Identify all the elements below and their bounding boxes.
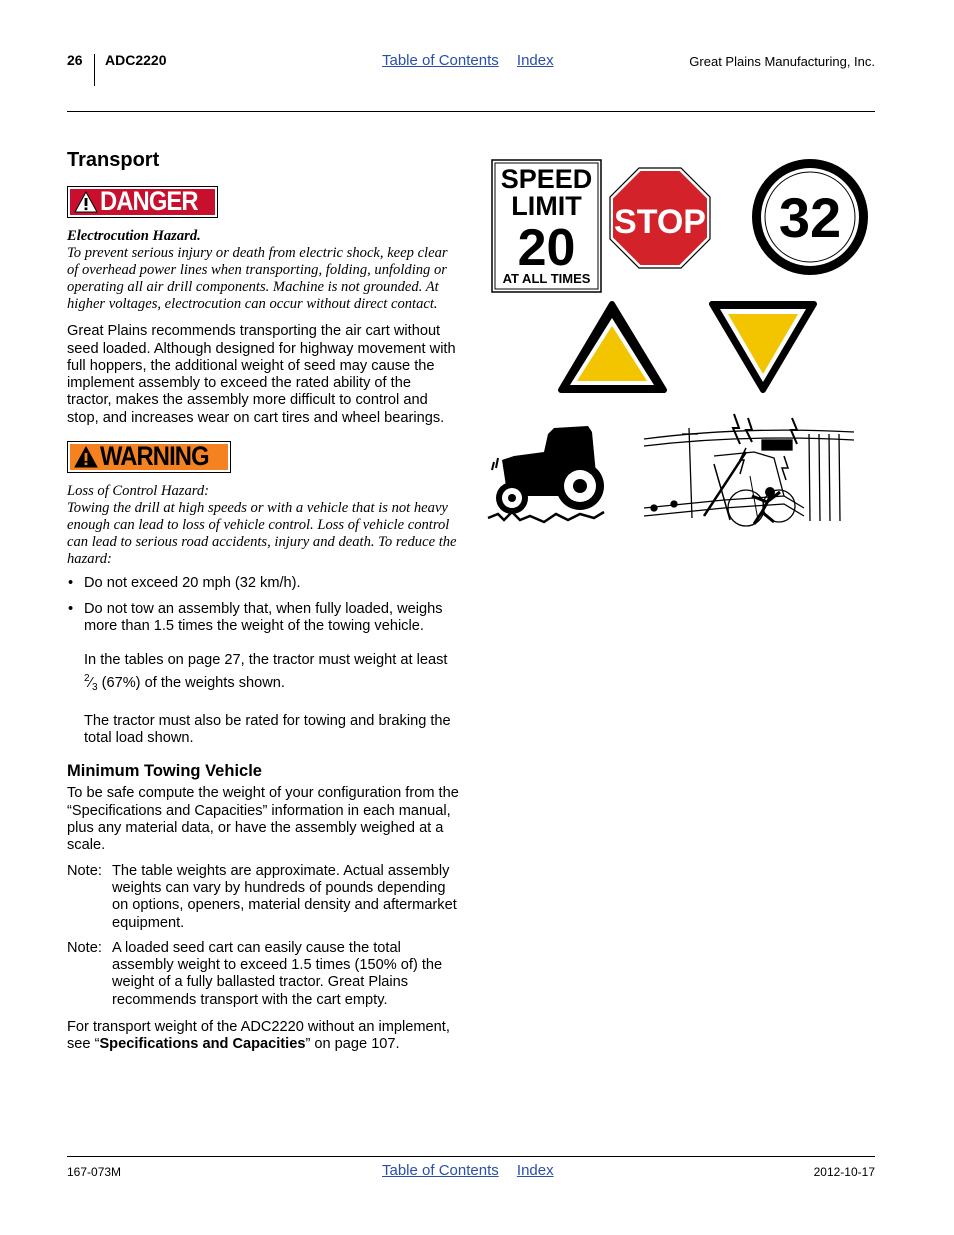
subsection-paragraph: To be safe compute the weight of your configuration from the “Specifications and Capacities” information in each manual, plus any material data, or have the assembly weighed at a scale. <box>67 785 459 854</box>
footer-rule <box>67 1156 875 1157</box>
main-column <box>67 148 459 1054</box>
intro-paragraph: Great Plains recommends transporting the air cart without seed loaded. Although designed for highway movement with full hoppers, the additional weight of seed may cause the implement assembly to exceed the rated ability of the tractor, makes the assembly more difficult to control and stop, and increases wear on cart tires and wheel bearings. <box>67 323 456 426</box>
final-text-post: ” on page 107. <box>305 1036 400 1053</box>
yield-sign <box>712 304 814 390</box>
stop-text: STOP <box>614 203 706 241</box>
warning-hazard-text: Towing the drill at high speeds or with a vehicle that is not heavy enough can lead to loss of vehicle control. Loss of vehicle control can lead to serious road accidents, injury and death. To reduce the hazard: <box>67 500 457 568</box>
danger-hazard-text: To prevent serious injury or death from electric shock, keep clear of overhead power lines when transporting, folding, unfolding or operating all air drill components. Machine is not grounded. At higher voltages, electrocution can occur without direct contact. <box>67 245 448 313</box>
speed-value: 20 <box>517 219 576 277</box>
index-link[interactable]: Index <box>516 52 554 69</box>
toc-link[interactable]: Table of Contents <box>382 1162 499 1179</box>
hazard-list <box>67 575 459 747</box>
toc-link[interactable]: Table of Contents <box>382 52 499 69</box>
stop-sign <box>610 168 710 268</box>
list-item <box>67 601 459 748</box>
note <box>67 863 459 932</box>
note-text: A loaded seed cart can easily cause the total assembly weight to exceed 1.5 times (150% of) the weight of a fully ballasted tractor. Great Plains recommends transport with the cart empty. <box>112 939 443 1008</box>
speed-line1: SPEED <box>500 164 593 194</box>
final-text-pre: For transport weight of the ADC2220 without an implement, see “ <box>67 1019 450 1053</box>
header-rule <box>67 111 875 112</box>
tractor-rating-paragraph: The tractor must also be rated for towing and braking the total load shown. <box>84 712 451 747</box>
tractor-weight-paragraph <box>84 652 459 696</box>
danger-signal-word <box>67 186 218 218</box>
alert-triangle-icon <box>74 446 98 468</box>
alert-triangle-icon <box>74 191 98 213</box>
warning-label: WARNING <box>100 441 209 472</box>
circle-value: 32 <box>778 186 842 249</box>
header-nav <box>382 52 554 69</box>
fraction-numerator: 2 <box>84 672 90 684</box>
speed-line2: LIMIT <box>511 191 582 221</box>
speed-limit-sign <box>492 160 601 292</box>
note-label: Note: <box>67 939 102 956</box>
doc-number: 167-073M <box>67 1165 122 1179</box>
model-name: ADC2220 <box>105 52 167 68</box>
electrocution-illustration <box>644 414 854 526</box>
warning-hazard-title: Loss of Control Hazard: <box>67 483 210 500</box>
subsection-title: Minimum Towing Vehicle <box>67 762 262 781</box>
warning-triangle-sign <box>561 304 664 390</box>
danger-label: DANGER <box>100 186 198 217</box>
specs-reference: Specifications and Capacities <box>99 1036 306 1053</box>
page-number: 26 <box>67 52 83 68</box>
list-item: • Do not exceed 20 mph (32 km/h). <box>67 575 459 592</box>
page-header <box>0 52 954 92</box>
fraction: $^2⁄_3$ <box>84 672 98 693</box>
danger-hazard-message <box>67 228 459 313</box>
warning-signal-word <box>67 441 231 473</box>
speed-footer: AT ALL TIMES <box>502 271 591 286</box>
signs-figure <box>484 156 874 536</box>
safety-illustrations <box>484 156 874 536</box>
header-divider <box>94 54 95 86</box>
tractor-weight-percent: (67%) of the weights shown. <box>97 674 285 691</box>
section-title: Transport <box>67 149 160 171</box>
warning-hazard-message <box>67 483 459 568</box>
danger-hazard-title: Electrocution Hazard. <box>67 228 201 245</box>
speed-circle-sign <box>752 159 868 275</box>
tractor-illustration <box>488 426 604 522</box>
company-name: Great Plains Manufacturing, Inc. <box>689 54 875 69</box>
note <box>67 940 459 1009</box>
note-text: The table weights are approximate. Actual assembly weights can vary by hundreds of pounds depending on options, openers, material density and aftermarket equipment. <box>112 862 457 931</box>
fraction-denominator: 3 <box>92 681 98 693</box>
list-item-text: Do not tow an assembly that, when fully loaded, weighs more than 1.5 times the weight of the towing vehicle. <box>84 600 443 634</box>
revision-date: 2012-10-17 <box>813 1165 875 1179</box>
note-label: Note: <box>67 862 102 879</box>
tractor-weight-text: In the tables on page 27, the tractor must weight at least <box>84 652 448 669</box>
final-paragraph <box>67 1019 459 1054</box>
index-link[interactable]: Index <box>516 1162 554 1179</box>
footer-nav <box>382 1162 554 1179</box>
